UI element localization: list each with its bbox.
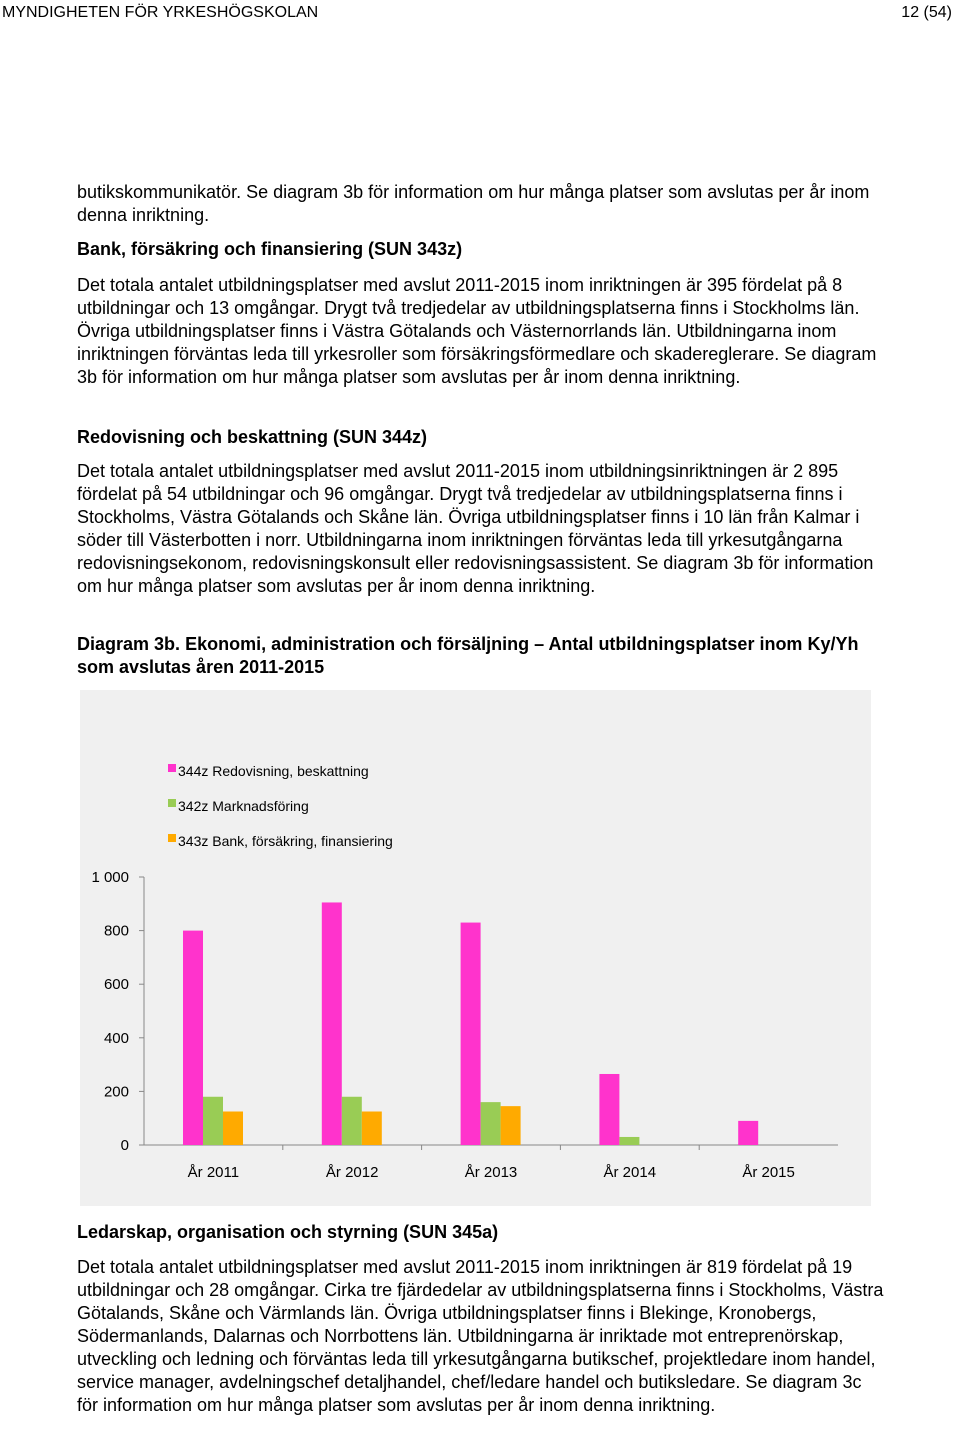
diagram-label: Diagram 3b. <box>77 634 181 654</box>
bar-3-3 <box>501 1106 521 1145</box>
bar-2-2 <box>342 1097 362 1145</box>
legend-label: 342z Marknadsföring <box>178 798 309 814</box>
diagram-title <box>77 633 887 679</box>
bar-1-1 <box>183 931 203 1145</box>
x-tick-label: År 2013 <box>464 1164 518 1181</box>
y-tick-label: 0 <box>120 1137 129 1154</box>
x-tick-label: År 2012 <box>325 1164 379 1181</box>
y-tick-label: 1 000 <box>91 869 129 886</box>
bar-2-3 <box>481 1102 501 1145</box>
bar-1-5 <box>738 1121 758 1145</box>
bar-chart <box>80 690 871 1206</box>
legend-swatch <box>168 799 176 807</box>
paragraph-bank: Det totala antalet utbildningsplatser med avslut 2011-2015 inom inriktningen är 395 fördelat på 8 utbildningar och 13 omgångar. Drygt två tredjedelar av utbildningsplatserna finns i Stockholms län. Övriga utbildningsplatser finns i Västra Götalands och Västernorrlands län. Utbildningarna inom inriktningen förväntas leda till yrkesroller som försäkringsförmedlare och skadereglerare. Se diagram 3b för information om hur många platser som avslutas per år inom denna inriktning. <box>77 275 877 387</box>
x-tick-label: År 2015 <box>742 1164 795 1181</box>
chart-panel <box>80 690 871 1206</box>
diagram-title-text: Ekonomi, administration och försäljning – Antal utbildningsplatser inom Ky/Yh som avslutas åren 2011-2015 <box>77 634 859 677</box>
heading-bank: Bank, försäkring och finansiering (SUN 343z) <box>77 239 463 259</box>
bar-2-4 <box>619 1137 639 1145</box>
paragraph-ledarskap: Det totala antalet utbildningsplatser med avslut 2011-2015 inom inriktningen är 819 fördelat på 19 utbildningar och 28 omgångar. Cirka tre fjärdedelar av utbildningsplatserna finns i Stockholms, Västra Götalands, Skåne och Värmlands län. Övriga utbildningsplatser finns i Blekinge, Kronobergs, Södermanlands, Dalarnas och Norrbottens län. Utbildningarna är inriktade mot entreprenörskap, utveckling och ledning och förväntas leda till yrkesutgångarna butikschef, projektledare inom handel, service manager, avdelningschef detaljhandel, chef/ledare handel och butiksledare. Se diagram 3c för information om hur många platser som avslutas per år inom denna inriktning. <box>77 1257 884 1415</box>
y-tick-label: 600 <box>103 976 129 994</box>
legend-label: 344z Redovisning, beskattning <box>178 763 369 779</box>
intro-paragraph: butikskommunikatör. Se diagram 3b för information om hur många platser som avslutas per år inom denna inriktning. <box>77 182 870 225</box>
y-tick-label: 800 <box>103 922 129 940</box>
heading-redovisning: Redovisning och beskattning (SUN 344z) <box>77 427 428 447</box>
paragraph-redovisning: Det totala antalet utbildningsplatser med avslut 2011-2015 inom utbildningsinriktningen är 2 895 fördelat på 54 utbildningar och 96 omgångar. Drygt två tredjedelar av utbildningsplatserna finns i Stockholms, Västra Götalands och Skåne län. Övriga utbildningsplatser finns i 10 län från Kalmar i söder till Västerbotten i norr. Utbildningarna inom inriktningen förväntas leda till yrkesutgångarna redovisningsekonom, redovisningskonsult eller redovisningsassistent. Se diagram 3b för information om hur många platser som avslutas per år inom denna inriktning. <box>77 461 874 596</box>
page-number: 12 (54) <box>901 4 952 21</box>
bar-1-2 <box>322 902 342 1145</box>
y-tick-label: 200 <box>103 1083 129 1101</box>
org-header: MYNDIGHETEN FÖR YRKESHÖGSKOLAN <box>2 4 319 21</box>
y-tick-label: 400 <box>103 1029 129 1047</box>
bar-3-1 <box>223 1112 243 1146</box>
bar-3-2 <box>362 1112 382 1146</box>
x-tick-label: År 2011 <box>187 1164 240 1181</box>
heading-ledarskap: Ledarskap, organisation och styrning (SUN 345a) <box>77 1222 499 1242</box>
legend-label: 343z Bank, försäkring, finansiering <box>178 833 393 849</box>
bar-2-1 <box>203 1097 223 1145</box>
x-tick-label: År 2014 <box>603 1164 657 1181</box>
bar-1-3 <box>461 923 481 1145</box>
bar-1-4 <box>599 1074 619 1145</box>
legend-swatch <box>168 834 176 842</box>
legend-swatch <box>168 764 176 772</box>
